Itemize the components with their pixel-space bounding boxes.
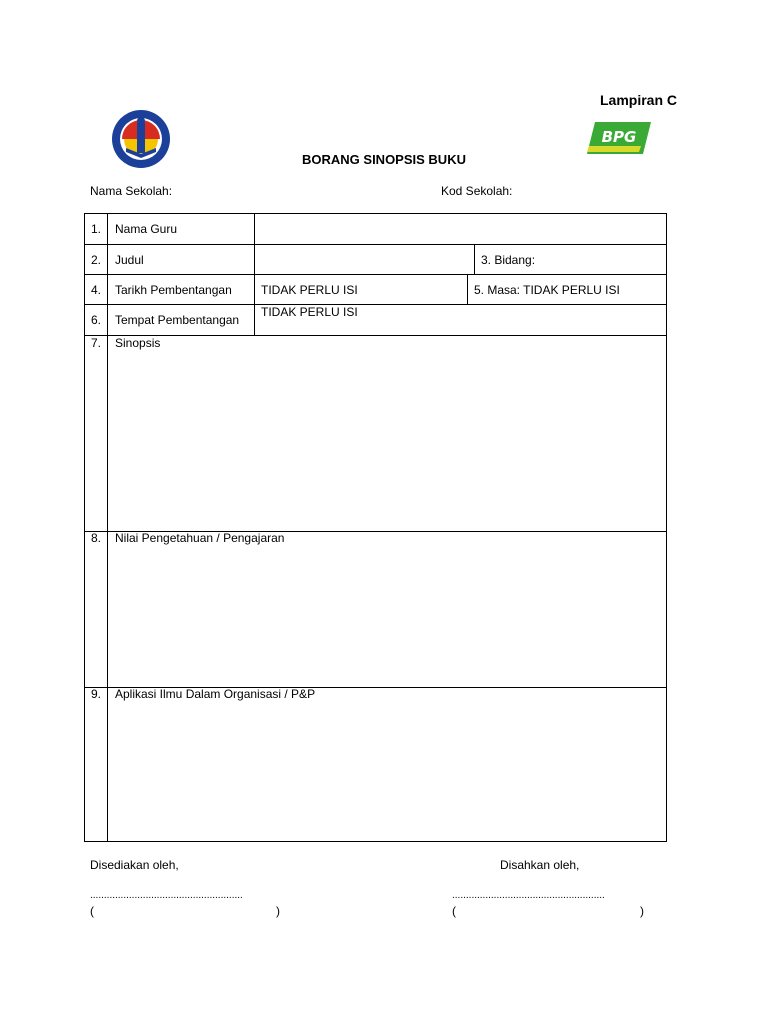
presentation-venue-label: Tempat Pembentangan (115, 313, 240, 327)
presentation-date-label: Tarikh Pembentangan (115, 283, 232, 297)
row-number: 1. (91, 222, 102, 236)
title-label: Judul (115, 253, 144, 267)
knowledge-application-label: Aplikasi Ilmu Dalam Organisasi / P&P (115, 687, 316, 701)
bidang-column-divider (474, 244, 475, 274)
knowledge-value-label: Nilai Pengetahuan / Pengajaran (115, 531, 285, 545)
annex-label: Lampiran C (600, 92, 678, 108)
row-number: 8. (91, 531, 102, 545)
approved-by-label: Disahkan oleh, (500, 858, 580, 872)
teacher-name-label: Nama Guru (115, 222, 178, 236)
row-divider (84, 335, 667, 336)
row-number: 7. (91, 336, 102, 350)
time-label: 5. Masa: TIDAK PERLU ISI (474, 283, 620, 297)
school-code-label: Kod Sekolah: (441, 184, 513, 198)
row-divider (84, 274, 667, 275)
prepared-by-label: Disediakan oleh, (90, 858, 179, 872)
masa-column-divider (467, 274, 468, 304)
row-number: 6. (91, 313, 102, 327)
prepared-name-open-paren: ( (90, 904, 94, 918)
row-divider (84, 244, 667, 245)
row-divider (84, 304, 667, 305)
form-title: BORANG SINOPSIS BUKU (302, 152, 466, 167)
label-column-divider (254, 213, 255, 335)
number-column-divider (107, 213, 108, 842)
field-label: 3. Bidang: (481, 253, 536, 267)
prepared-name-close-paren: ) (276, 904, 280, 918)
presentation-venue-value: TIDAK PERLU ISI (261, 305, 358, 319)
synopsis-form-table (84, 213, 667, 842)
presentation-date-value: TIDAK PERLU ISI (261, 283, 358, 297)
row-number: 9. (91, 687, 102, 701)
approved-name-close-paren: ) (640, 904, 644, 918)
row-number: 4. (91, 283, 102, 297)
row-number: 2. (91, 253, 102, 267)
synopsis-label: Sinopsis (115, 336, 161, 350)
prepared-signature-line: ....................................................... (90, 890, 243, 901)
approved-signature-line: ....................................................... (452, 890, 605, 901)
bpg-logo-text: BPG (601, 128, 637, 146)
approved-name-open-paren: ( (452, 904, 456, 918)
school-name-label: Nama Sekolah: (90, 184, 173, 198)
